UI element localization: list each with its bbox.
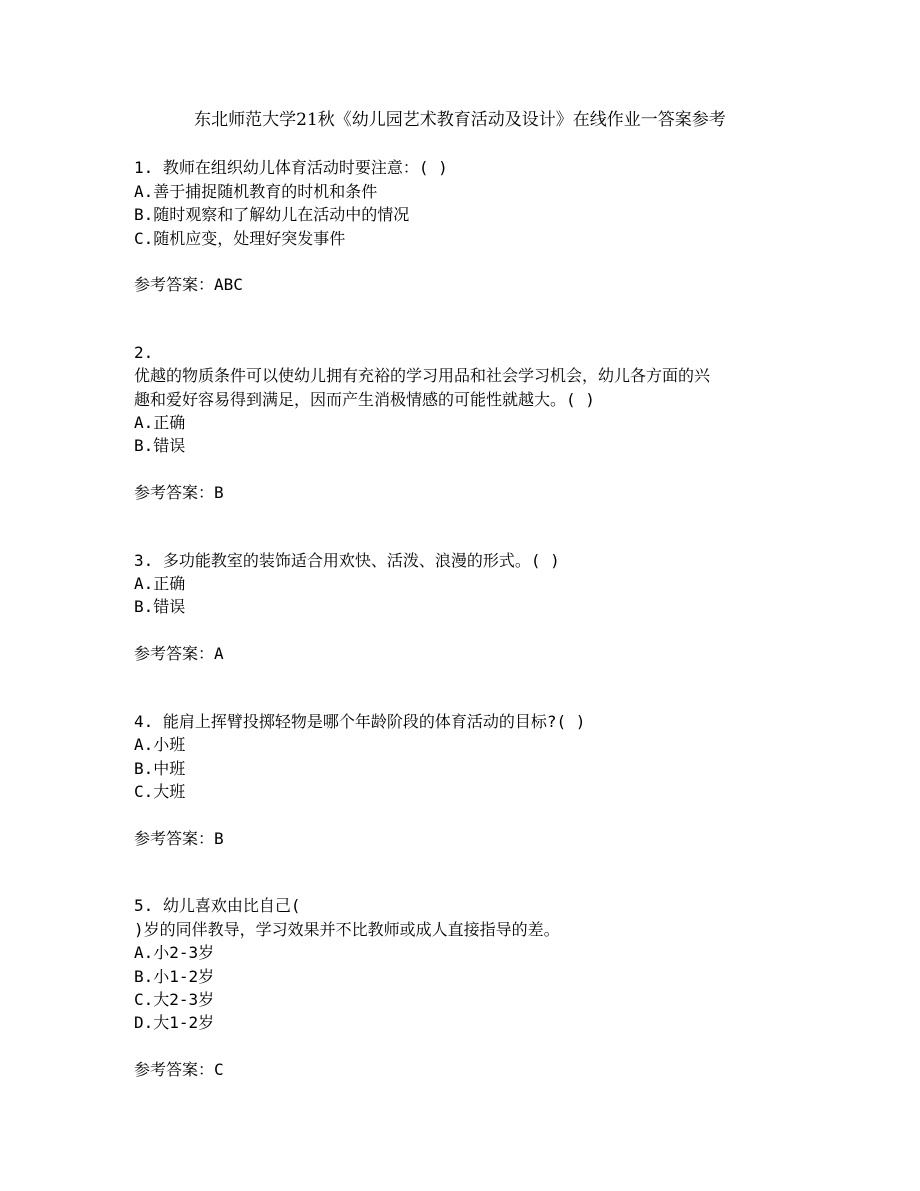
question-5-option-b: B.小1-2岁 <box>134 967 215 986</box>
question-4-answer: 参考答案：B <box>134 829 224 848</box>
question-5-option-c: C.大2-3岁 <box>134 990 215 1009</box>
question-3-stem: 3. 多功能教室的装饰适合用欢快、活泼、浪漫的形式。( ) <box>134 551 560 570</box>
question-1-option-b: B.随时观察和了解幼儿在活动中的情况 <box>134 205 410 224</box>
question-5-option-d: D.大1-2岁 <box>134 1013 215 1032</box>
question-1-stem: 1. 教师在组织幼儿体育活动时要注意：( ) <box>134 158 448 177</box>
question-2-option-a: A.正确 <box>134 413 186 432</box>
question-5-option-a: A.小2-3岁 <box>134 943 215 962</box>
question-4-stem: 4. 能肩上挥臂投掷轻物是哪个年龄阶段的体育活动的目标?( ) <box>134 712 586 731</box>
question-2-number: 2. <box>134 343 154 362</box>
question-4-option-a: A.小班 <box>134 735 186 754</box>
question-5-stem-line-1: 5. 幼儿喜欢由比自己( <box>134 896 301 915</box>
page-title: 东北师范大学21秋《幼儿园艺术教育活动及设计》在线作业一答案参考 <box>194 110 726 130</box>
question-2-option-b: B.错误 <box>134 436 186 455</box>
question-5-stem-line-2: )岁的同伴教导，学习效果并不比教师或成人直接指导的差。 <box>134 920 560 939</box>
question-4-option-b: B.中班 <box>134 759 186 778</box>
question-1-answer: 参考答案：ABC <box>134 275 243 294</box>
question-1-option-a: A.善于捕捉随机教育的时机和条件 <box>134 182 378 201</box>
question-2-stem-line-1: 优越的物质条件可以使幼儿拥有充裕的学习用品和社会学习机会，幼儿各方面的兴 <box>134 366 711 385</box>
question-3-option-a: A.正确 <box>134 574 186 593</box>
question-5-answer: 参考答案：C <box>134 1060 224 1079</box>
question-3-answer: 参考答案：A <box>134 644 224 663</box>
question-2-stem-line-2: 趣和爱好容易得到满足，因而产生消极情感的可能性就越大。( ) <box>134 390 595 409</box>
question-4-option-c: C.大班 <box>134 782 186 801</box>
question-2-answer: 参考答案：B <box>134 483 224 502</box>
question-1-option-c: C.随机应变，处理好突发事件 <box>134 229 346 248</box>
question-3-option-b: B.错误 <box>134 597 186 616</box>
